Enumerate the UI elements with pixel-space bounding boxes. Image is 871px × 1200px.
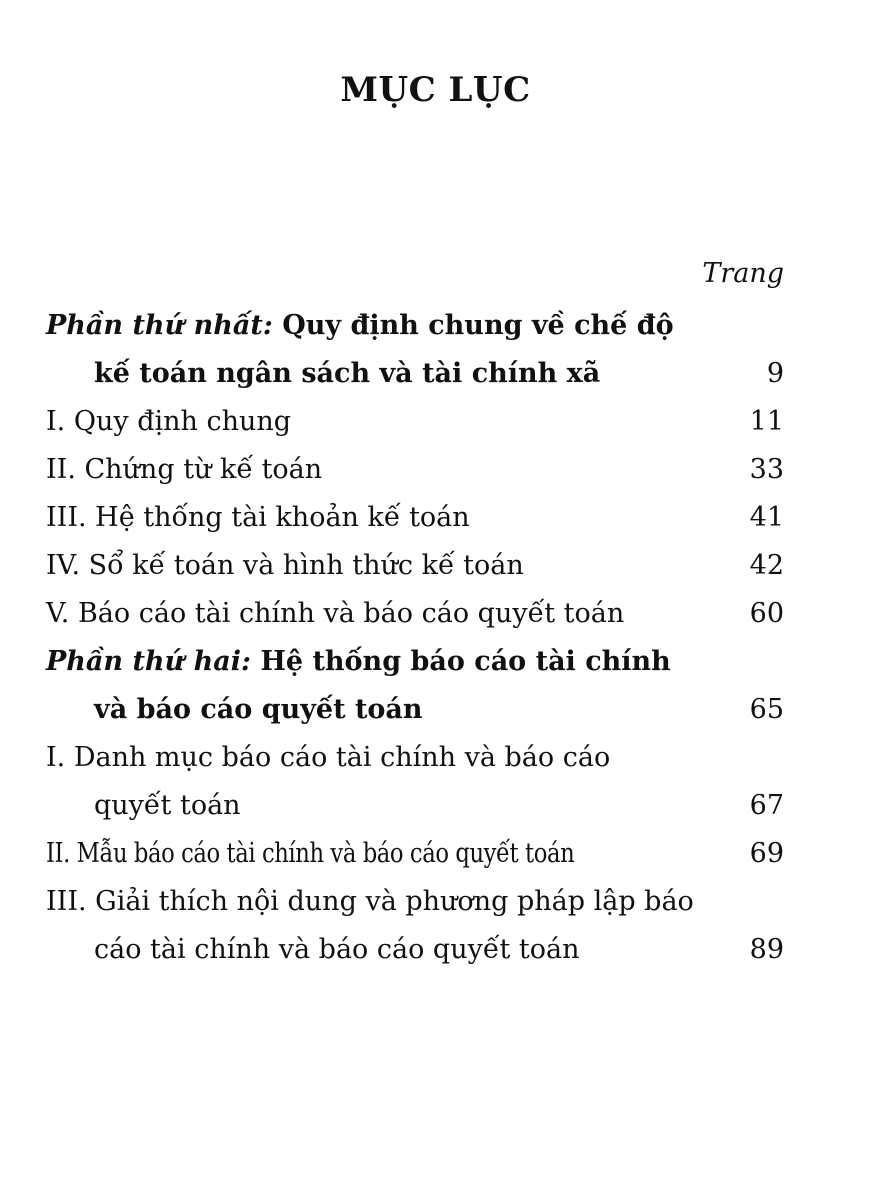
page-number: 60 — [749, 598, 784, 629]
page-number: 11 — [749, 406, 784, 437]
toc-entry — [46, 738, 784, 786]
toc-part-heading-continuation — [46, 690, 784, 738]
toc-part-heading-continuation — [46, 354, 784, 402]
toc-part-heading — [46, 642, 784, 690]
toc-entry — [46, 834, 784, 882]
page-number: 42 — [749, 550, 784, 581]
part-prefix: Phần thứ hai: — [46, 646, 251, 677]
toc-entry-text: IV. Sổ kế toán và hình thức kế toán — [46, 550, 524, 581]
toc-entry — [46, 402, 784, 450]
toc-entry-continuation — [46, 930, 784, 978]
toc-entry — [46, 594, 784, 642]
page-number: 69 — [749, 838, 784, 869]
toc-entry — [46, 498, 784, 546]
page-number: 65 — [749, 694, 784, 725]
table-of-contents — [46, 306, 784, 978]
toc-entry-continuation — [46, 786, 784, 834]
page-column-label: Trang — [702, 258, 784, 289]
toc-entry-text: III. Hệ thống tài khoản kế toán — [46, 502, 470, 533]
toc-entry-text: V. Báo cáo tài chính và báo cáo quyết toán — [46, 598, 625, 629]
toc-entry — [46, 450, 784, 498]
toc-entry — [46, 882, 784, 930]
toc-part-heading — [46, 306, 784, 354]
toc-entry-text: III. Giải thích nội dung và phương pháp lập báo — [46, 886, 694, 917]
part-title-line: Hệ thống báo cáo tài chính — [260, 646, 671, 677]
page-number: 41 — [749, 502, 784, 533]
page-number: 33 — [749, 454, 784, 485]
part-prefix: Phần thứ nhất: — [46, 310, 273, 341]
page-number: 9 — [766, 358, 784, 389]
page-title: MỤC LỤC — [340, 70, 531, 110]
part-title-line: kế toán ngân sách và tài chính xã — [94, 358, 601, 389]
toc-entry-text: II. Chứng từ kế toán — [46, 454, 323, 485]
part-title-line: và báo cáo quyết toán — [94, 694, 423, 725]
toc-entry-text: cáo tài chính và báo cáo quyết toán — [94, 934, 580, 965]
toc-entry-text: II. Mẫu báo cáo tài chính và báo cáo quyết toán — [46, 838, 575, 869]
page-number: 67 — [749, 790, 784, 821]
toc-entry-text: quyết toán — [94, 790, 241, 821]
toc-entry-text: I. Quy định chung — [46, 406, 292, 437]
toc-entry — [46, 546, 784, 594]
toc-entry-text: I. Danh mục báo cáo tài chính và báo cáo — [46, 742, 611, 773]
part-title-line: Quy định chung về chế độ — [282, 310, 674, 341]
page-number: 89 — [749, 934, 784, 965]
